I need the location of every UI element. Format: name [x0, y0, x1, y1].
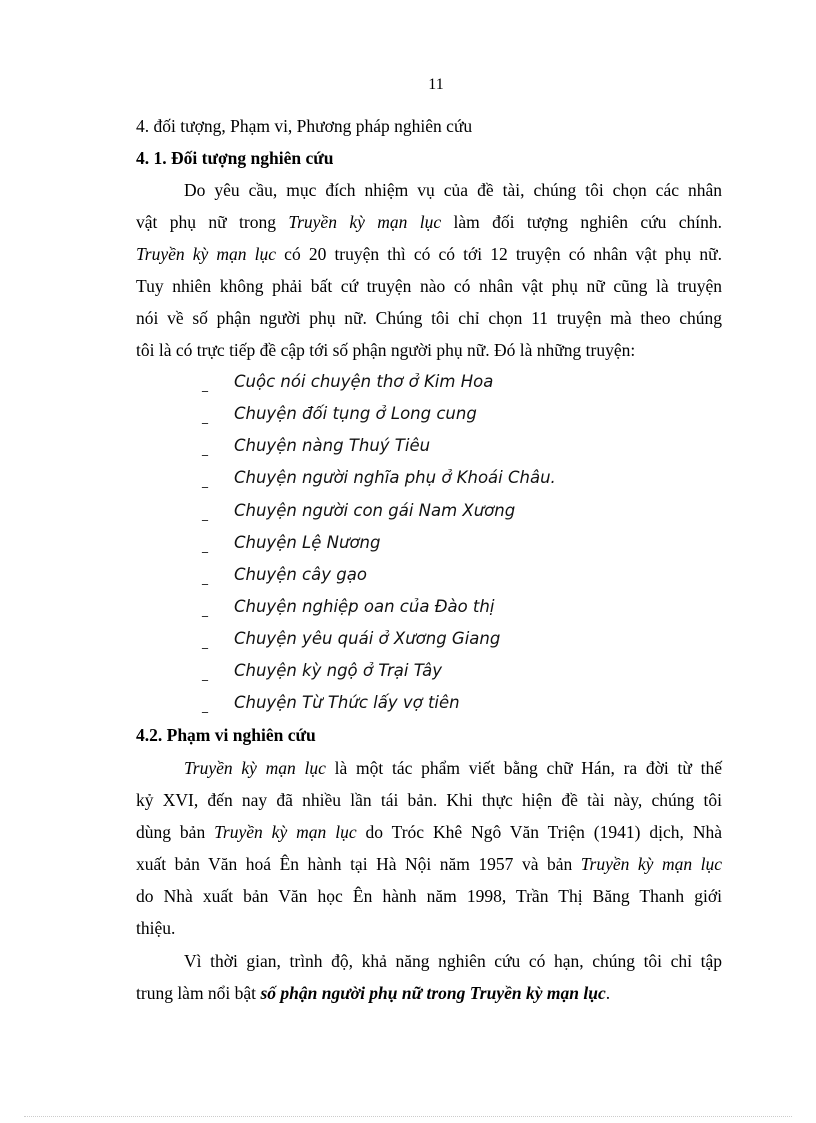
- list-item: _ Chuyện nàng Thuý Tiêu: [202, 436, 431, 456]
- paragraph-line: kỷ XVI, đến nay đã nhiều lần tái bản. Khi thực hiện đề tài này, chúng tôi: [136, 790, 722, 810]
- list-marker: _: [202, 667, 208, 681]
- list-marker: _: [202, 442, 208, 456]
- paragraph-line: Do yêu cầu, mục đích nhiệm vụ của đề tài, chúng tôi chọn các nhân: [184, 180, 722, 200]
- paragraph-line: thiệu.: [136, 918, 176, 938]
- list-item: _ Chuyện người nghĩa phụ ở Khoái Châu.: [202, 468, 556, 488]
- paragraph-line: dùng bản Truyền kỳ mạn lục do Tróc Khê Ngô Văn Triện (1941) dịch, Nhà: [136, 822, 722, 842]
- paragraph-line: Truyền kỳ mạn lục có 20 truyện thì có có tới 12 truyện có nhân vật phụ nữ.: [136, 244, 722, 264]
- paragraph-line: Tuy nhiên không phải bất cứ truyện nào có nhân vật phụ nữ cũng là truyện: [136, 276, 722, 296]
- list-marker: _: [202, 539, 208, 553]
- paragraph-line: Vì thời gian, trình độ, khả năng nghiên cứu có hạn, chúng tôi chỉ tập: [184, 951, 722, 971]
- paragraph-line: nói về số phận người phụ nữ. Chúng tôi chỉ chọn 11 truyện mà theo chúng: [136, 308, 722, 328]
- book-title: Truyền kỳ mạn lục: [214, 822, 357, 842]
- book-title: Truyền kỳ mạn lục: [580, 854, 722, 874]
- page-number: 11: [428, 76, 444, 93]
- book-title: Truyền kỳ mạn lục: [288, 212, 442, 232]
- paragraph-line: do Nhà xuất bản Văn học Ên hành năm 1998, Trần Thị Băng Thanh giới: [136, 886, 722, 906]
- book-title: Truyền kỳ mạn lục: [184, 758, 326, 778]
- book-title: Truyền kỳ mạn lục: [136, 244, 277, 264]
- list-item: _ Chuyện nghiệp oan của Đào thị: [202, 597, 495, 617]
- section-title: 4. đối tượng, Phạm vi, Phương pháp nghiên cứu: [136, 116, 473, 136]
- paragraph-line: Truyền kỳ mạn lục là một tác phẩm viết bằng chữ Hán, ra đời từ thế: [184, 758, 723, 778]
- list-item: _ Chuyện yêu quái ở Xương Giang: [202, 629, 501, 649]
- list-item: _ Chuyện cây gạo: [202, 565, 367, 585]
- list-marker: _: [202, 507, 208, 521]
- list-item: _ Cuộc nói chuyện thơ ở Kim Hoa: [202, 372, 494, 392]
- list-item: _ Chuyện Từ Thức lấy vợ tiên: [202, 693, 460, 713]
- list-item: _ Chuyện người con gái Nam Xương: [202, 501, 516, 521]
- list-marker: _: [202, 635, 208, 649]
- list-marker: _: [202, 699, 208, 713]
- page-bottom-rule: [24, 1116, 792, 1117]
- paragraph-line: xuất bản Văn hoá Ên hành tại Hà Nội năm 1957 và bản Truyền kỳ mạn lục: [136, 854, 722, 874]
- paragraph-line: vật phụ nữ trong Truyền kỳ mạn lục làm đối tượng nghiên cứu chính.: [136, 212, 723, 232]
- subsection-2-heading: 4.2. Phạm vi nghiên cứu: [136, 725, 316, 745]
- list-marker: _: [202, 571, 208, 585]
- paragraph-line: tôi là có trực tiếp đề cập tới số phận người phụ nữ. Đó là những truyện:: [136, 340, 636, 360]
- list-item: _ Chuyện kỳ ngộ ở Trại Tây: [202, 661, 442, 681]
- list-item: _ Chuyện đối tụng ở Long cung: [202, 404, 477, 424]
- list-item: _ Chuyện Lệ Nương: [202, 533, 381, 553]
- subsection-1-heading: 4. 1. Đối tượng nghiên cứu: [136, 148, 334, 168]
- list-marker: _: [202, 603, 208, 617]
- emphasis-text: số phận người phụ nữ trong Truyền kỳ mạn lục: [260, 983, 606, 1003]
- list-marker: _: [202, 474, 208, 488]
- list-marker: _: [202, 410, 208, 424]
- paragraph-line: trung làm nổi bật số phận người phụ nữ trong Truyền kỳ mạn lục.: [136, 983, 611, 1003]
- list-marker: _: [202, 378, 208, 392]
